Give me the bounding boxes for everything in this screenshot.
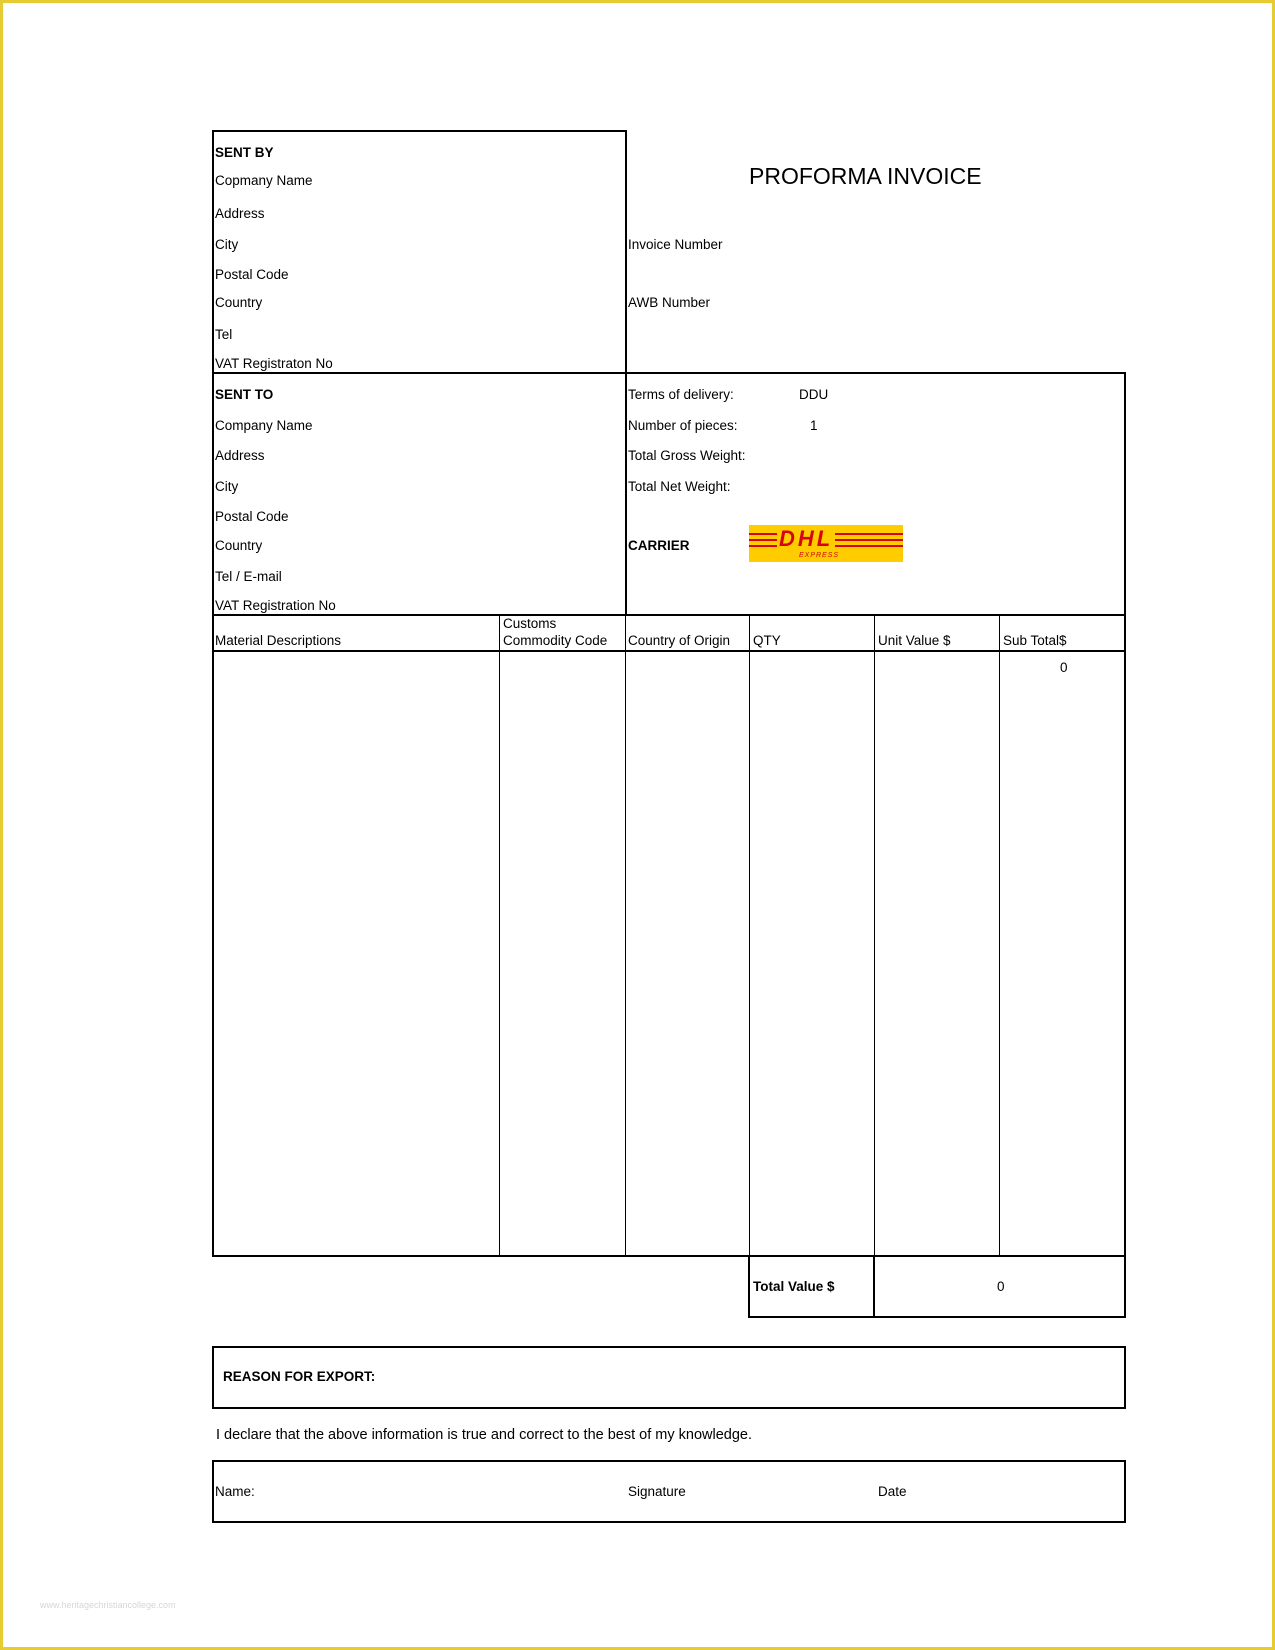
- sent-by-tel: Tel: [215, 327, 233, 342]
- invoice-number-label: Invoice Number: [628, 237, 723, 252]
- sent-to-address: Address: [215, 448, 265, 463]
- dhl-logo-text: DHL: [779, 526, 834, 551]
- col-header-qty: QTY: [753, 633, 781, 648]
- total-value: 0: [997, 1279, 1005, 1294]
- sent-by-city: City: [215, 237, 239, 252]
- sent-by-company: Copmany Name: [215, 173, 313, 188]
- total-net-weight-label: Total Net Weight:: [628, 479, 731, 494]
- sent-by-vat: VAT Registraton No: [215, 356, 333, 371]
- sent-to-tel: Tel / E-mail: [215, 569, 282, 584]
- sent-by-country: Country: [215, 295, 263, 310]
- number-of-pieces-label: Number of pieces:: [628, 418, 738, 433]
- number-of-pieces-value: 1: [810, 418, 818, 433]
- total-divider: [873, 1255, 875, 1318]
- table-header-top-line: [212, 614, 1126, 616]
- table-header-bottom-line: [212, 650, 1126, 652]
- subtotal-value: 0: [1060, 660, 1068, 675]
- col-header-customs-1: Customs: [503, 616, 557, 631]
- terms-of-delivery-label: Terms of delivery:: [628, 387, 734, 402]
- name-label: Name:: [215, 1484, 255, 1499]
- sent-to-company: Company Name: [215, 418, 313, 433]
- col-header-customs-2: Commodity Code: [503, 633, 608, 648]
- page-title: PROFORMA INVOICE: [749, 163, 982, 189]
- signature-label: Signature: [628, 1484, 686, 1499]
- sent-by-heading: SENT BY: [215, 145, 274, 160]
- dhl-logo-subtext: EXPRESS: [799, 552, 840, 559]
- col-divider-3: [749, 615, 750, 1256]
- sent-to-city: City: [215, 479, 239, 494]
- sent-to-country: Country: [215, 538, 263, 553]
- col-header-material: Material Descriptions: [215, 633, 342, 648]
- sent-to-vat: VAT Registration No: [215, 598, 336, 613]
- col-header-sub-total: Sub Total$: [1003, 633, 1067, 648]
- total-value-label: Total Value $: [753, 1279, 835, 1294]
- reason-for-export-label: REASON FOR EXPORT:: [223, 1369, 376, 1384]
- sent-to-divider: [625, 372, 627, 616]
- sent-to-heading: SENT TO: [215, 387, 274, 402]
- sent-by-address: Address: [215, 206, 265, 221]
- watermark-text: www.heritagechristiancollege.com: [40, 1600, 176, 1610]
- awb-number-label: AWB Number: [628, 295, 711, 310]
- col-divider-4: [874, 615, 875, 1256]
- col-header-unit-value: Unit Value $: [878, 633, 951, 648]
- col-divider-2: [625, 615, 626, 1256]
- col-divider-1: [499, 615, 500, 1256]
- main-box: [212, 372, 1126, 1257]
- dhl-logo: [749, 525, 903, 562]
- carrier-label: CARRIER: [628, 538, 690, 553]
- sent-by-box: [212, 130, 627, 374]
- sent-to-postal: Postal Code: [215, 509, 289, 524]
- col-divider-5: [999, 615, 1000, 1256]
- date-label: Date: [878, 1484, 907, 1499]
- terms-of-delivery-value: DDU: [799, 387, 829, 402]
- total-gross-weight-label: Total Gross Weight:: [628, 448, 746, 463]
- sent-by-postal: Postal Code: [215, 267, 289, 282]
- col-header-origin: Country of Origin: [628, 633, 731, 648]
- declaration-text: I declare that the above information is true and correct to the best of my knowledge.: [216, 1427, 752, 1443]
